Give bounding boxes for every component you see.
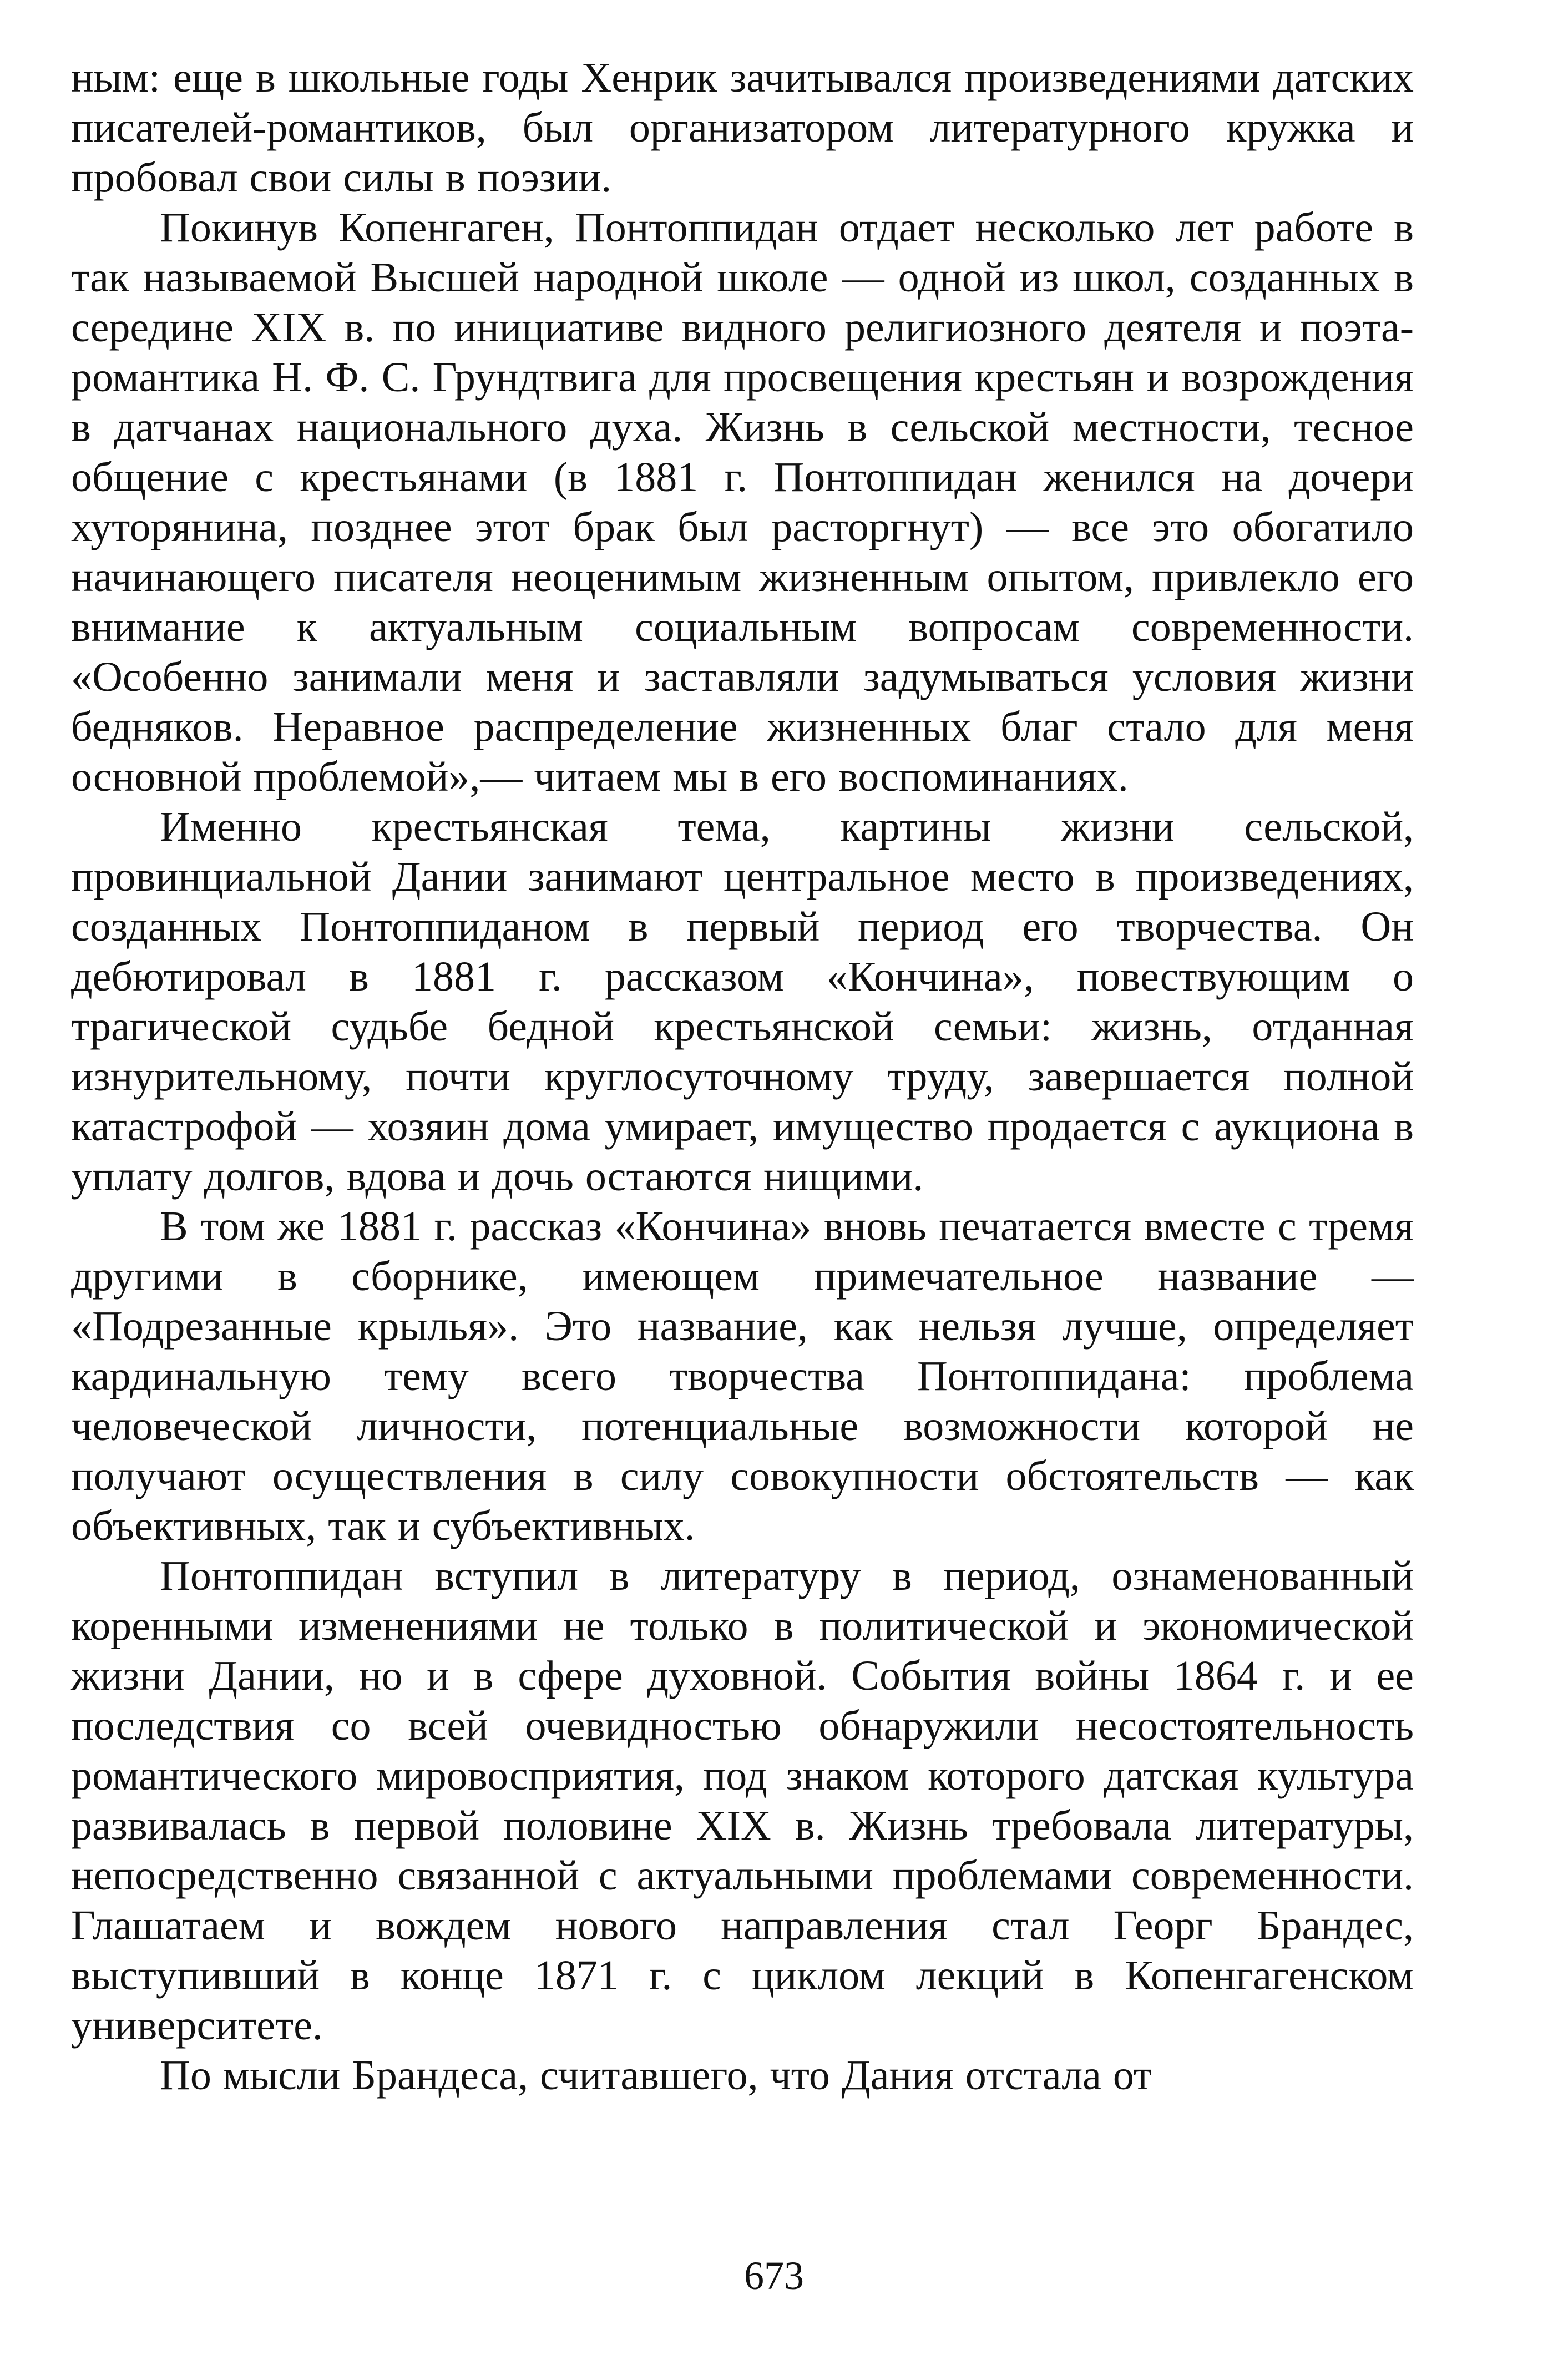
paragraph-6: По мысли Брандеса, считавшего, что Дания отстала от [160,2052,1152,2099]
paragraph-4: В том же 1881 г. рассказ «Кончина» вновь печатается вместе с тремя другими в сборнике, имеющем примечательное название — «Подрезанные крылья». Это название, как нельзя лучше, определяет кардинальную тему всего творчества Понтоппидана: проблема человеческой личности, потенциальные возможности которой не получают осуществления в силу совокупности обстоятельств — как объективных, так и субъективных. [71,1203,1414,1549]
paragraph-5: Понтоппидан вступил в литературу в период, ознаменованный коренными изменениями не только в политической и экономической жизни Дании, но и в сфере духовной. События войны 1864 г. и ее последствия со всей очевидностью обнаружили несостоятельность романтического мировосприятия, под знаком которого датская культура развивалась в первой половине XIX в. Жизнь требовала литературы, непосредственно связанной с актуальными проблемами современности. Глашатаем и вождем нового направления стал Георг Брандес, выступивший в конце 1871 г. с циклом лекций в Копенгагенском университете. [71,1553,1414,2049]
page-number: 673 [744,2253,804,2298]
page-body [71,53,1414,2328]
paragraph-1: ным: еще в школьные годы Хенрик зачитывался произведениями датских писателей-романтиков, был организатором литературного кружка и пробовал свои силы в поэзии. [71,54,1414,201]
paragraph-3: Именно крестьянская тема, картины жизни сельской, провинциальной Дании занимают центральное место в произведениях, созданных Понтоппиданом в первый период его творчества. Он дебютировал в 1881 г. рассказом «Кончина», повествующим о трагической судьбе бедной крестьянской семьи: жизнь, отданная изнурительному, почти круглосуточному труду, завершается полной катастрофой — хозяин дома умирает, имущество продается с аукциона в уплату долгов, вдова и дочь остаются нищими. [71,804,1414,1200]
paragraph-2: Покинув Копенгаген, Понтоппидан отдает несколько лет работе в так называемой Высшей народной школе — одной из школ, созданных в середине XIX в. по инициативе видного религиозного деятеля и поэта-романтика Н. Ф. С. Грундтвига для просвещения крестьян и возрождения в датчанах национального духа. Жизнь в сельской местности, тесное общение с крестьянами (в 1881 г. Понтоппидан женился на дочери хуторянина, позднее этот брак был расторгнут) — все это обогатило начинающего писателя неоценимым жизненным опытом, привлекло его внимание к актуальным социальным вопросам современности. «Особенно занимали меня и заставляли задумываться условия жизни бедняков. Неравное распределение жизненных благ стало для меня основной проблемой»,— читаем мы в его воспоминаниях. [71,204,1414,800]
